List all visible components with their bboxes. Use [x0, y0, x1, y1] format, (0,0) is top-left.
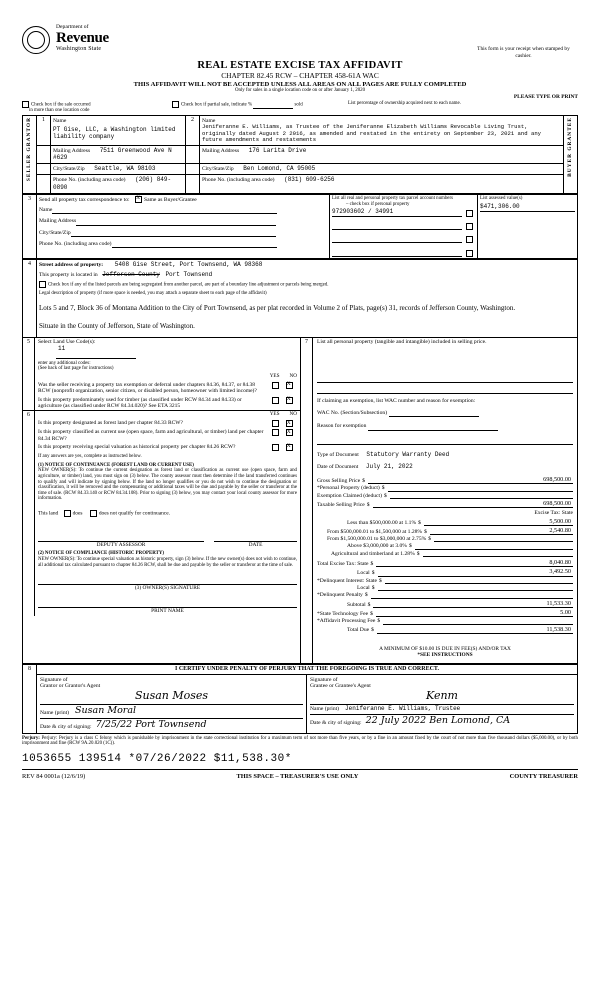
- deputy-date-label: DATE: [214, 541, 297, 548]
- corr-phone-label: Phone No. (including area code): [39, 240, 112, 247]
- assessed-value: $471,306.00: [480, 204, 575, 212]
- rate-label: From $500,000.01 to $1,500,000 at 1.28%: [327, 528, 423, 535]
- grantee-signature-block[interactable]: [307, 674, 577, 733]
- seller-mailing-cell[interactable]: [51, 145, 186, 164]
- money-row[interactable]: Exemption Claimed (deduct) $: [317, 493, 573, 499]
- exemption-label: If claiming an exemption, list WAC number and reason for exemption:: [317, 397, 476, 404]
- legal-description: Lots 5 and 7, Block 36 of Montana Addition to the City of Port Townsend, as per plat recorded in Volume 2 of Plats, page(s) 31, records of Jefferson County, Washington.: [39, 304, 516, 313]
- spacer-cell-6: [186, 175, 200, 194]
- parcel-personal-checkbox-3[interactable]: [466, 236, 473, 243]
- does-label: does: [72, 510, 83, 517]
- money-label: Gross Selling Price: [317, 478, 361, 484]
- buyer-row-number: 2: [186, 115, 200, 145]
- minimum-fee-note: A MINIMUM OF $10.00 IS DUE IN FEE(S) AND/OR TAX: [379, 645, 511, 652]
- total-value: 11,533.30: [373, 600, 573, 608]
- total-label: Total Excise Tax: State: [317, 561, 369, 568]
- seller-phone-cell[interactable]: [51, 175, 186, 194]
- section-5-q1[interactable]: Was the seller receiving a property tax exemption or deferral under chapters 84.36, 84.37, or 84.38 RCW (nonprofit organization, senior citizen, or disabled person, homeowner with limited income)? X: [38, 382, 297, 395]
- rate-rows: [317, 518, 573, 558]
- grantee-name-label: Name (print): [310, 706, 340, 713]
- total-value: [378, 590, 573, 591]
- owner-signature-label: (3) OWNER(S) SIGNATURE: [38, 584, 297, 591]
- money-value: [390, 498, 573, 499]
- does-not-label: does not qualify for continuance.: [98, 510, 170, 517]
- does-not-qualify-checkbox[interactable]: [90, 510, 97, 517]
- spacer-cell-3: [37, 164, 51, 175]
- assessed-value-label: List assessed value(s): [480, 196, 523, 202]
- money-label: Exemption Claimed (deduct): [317, 492, 382, 499]
- right-column: [300, 338, 578, 664]
- grantor-signature-block[interactable]: [37, 674, 307, 733]
- money-value: 698,500.00: [368, 476, 573, 484]
- rate-value: [434, 541, 573, 542]
- compliance-text: NEW OWNER(S): To continue special valuation as historic property, sign (3) below. If the new owner(s) does not wish to continue, all additional tax calculated pursuant to chapter 84.26 RCW, shall be due and payable by the seller or transferor at the time of sale.: [38, 556, 297, 568]
- wac-label: WAC No. (Section/Subsection): [317, 410, 388, 417]
- parties-table: [22, 115, 578, 194]
- land-use-title: Select Land Use Code(s):: [38, 339, 96, 346]
- form-notice: THIS AFFIDAVIT WILL NOT BE ACCEPTED UNLESS ALL AREAS ON ALL PAGES ARE FULLY COMPLETED: [133, 80, 467, 88]
- multi-location-checkbox[interactable]: [22, 101, 29, 108]
- total-row[interactable]: *State Technology Fee $ 5.00: [317, 608, 571, 617]
- left-column: [22, 338, 300, 664]
- this-land-label: This land: [38, 510, 59, 517]
- buyer-phone-value: (831) 609-6256: [284, 176, 335, 184]
- grantor-date-label: Date & city of signing:: [40, 724, 92, 731]
- multi-location-check[interactable]: Check box if the sale occurred in more than one location code: [22, 101, 172, 114]
- located-in-strikethrough: Jefferson County: [102, 271, 160, 279]
- print-name-label: PRINT NAME: [38, 607, 297, 614]
- parcel-personal-checkbox-2[interactable]: [466, 223, 473, 230]
- continuance-heading: (1) NOTICE OF CONTINUANCE (FOREST LAND OR CURRENT USE): [38, 462, 194, 468]
- see-instructions-note: *SEE INSTRUCTIONS: [417, 651, 473, 658]
- pct-ownership-note: List percentage of ownership acquired next to each name.: [348, 101, 461, 106]
- corr-city-row[interactable]: [39, 229, 327, 237]
- spacer-cell-4: [186, 164, 200, 175]
- rate-row[interactable]: Above $3,000,000 at 3.0% $: [317, 543, 573, 549]
- total-label: Subtotal: [347, 601, 366, 608]
- seller-name-cell[interactable]: [51, 115, 186, 145]
- section-7-cell: [313, 338, 577, 663]
- state-label: Washington State: [56, 45, 102, 52]
- buyer-mailing-cell[interactable]: [200, 145, 564, 164]
- segregation-checkbox[interactable]: [39, 281, 46, 288]
- money-row[interactable]: *Personal Property (deduct) $: [317, 485, 573, 491]
- print-note: PLEASE TYPE OR PRINT: [513, 93, 578, 100]
- sections-5-7-block: [22, 338, 578, 664]
- corr-mail-row[interactable]: [39, 217, 327, 225]
- section-6-q2[interactable]: Is this property classified as current use (open space, farm and agricultural, or timber) land per chapter 84.34 RCW? X: [38, 429, 297, 442]
- q1-no-checkbox[interactable]: [286, 382, 293, 389]
- total-row[interactable]: Total Excise Tax: State $ 8,040.80: [317, 559, 571, 568]
- grantee-date-label: Date & city of signing:: [310, 720, 362, 727]
- rate-label: Agricultural and timberland at 1.28%: [331, 550, 415, 557]
- segregation-note[interactable]: Check box if any of the listed parcels are being segregated from another parcel, are part of a boundary line adjustment or parcels being merged.: [39, 281, 575, 288]
- seller-city-value: Seattle, WA 98103: [94, 165, 156, 173]
- total-label: *State Technology Fee: [317, 610, 369, 617]
- located-in-label: This property is located in: [39, 272, 98, 279]
- reason-row[interactable]: [317, 422, 573, 430]
- certification-text: I CERTIFY UNDER PENALTY OF PERJURY THAT THE FOREGOING IS TRUE AND CORRECT.: [174, 666, 439, 673]
- money-row[interactable]: Taxable Selling Price $ 698,500.00: [317, 500, 571, 508]
- section-5-number: 5: [23, 338, 35, 411]
- parcel-cell[interactable]: [330, 195, 478, 259]
- total-value: [385, 583, 573, 584]
- partial-sale-checkbox[interactable]: [172, 101, 179, 108]
- money-value: 698,500.00: [373, 500, 573, 508]
- total-value: 3,492.50: [378, 568, 573, 576]
- rate-label: Above $3,000,000 at 3.0%: [347, 543, 407, 550]
- rate-value: 2,540.80: [430, 527, 573, 535]
- docdate-row[interactable]: [317, 463, 573, 471]
- docdate-label: Date of Document: [317, 464, 359, 471]
- seller-city-cell[interactable]: [51, 164, 186, 175]
- buyer-phone-cell[interactable]: [200, 175, 564, 194]
- total-label: Local: [357, 585, 370, 591]
- total-label: Total Due: [347, 627, 370, 634]
- total-label: *Delinquent Penalty: [317, 592, 363, 599]
- perjury-note: Perjury: Perjury: Perjury is a class C felony which is punishable by imprisonment in the state correctional institution for a maximum term of not more than five years, or by a fine in an amount fixed by the court of not more than five thousand dollars ($5,000.00), or by both imprisonment and fine (RCW 9A.20.020 (1C)).: [22, 735, 578, 747]
- rate-row[interactable]: Less than $500,000.00 at 1.1% $ 5,500.00: [347, 517, 571, 526]
- total-row[interactable]: *Delinquent Interest: State $: [317, 578, 573, 584]
- seller-side-label: SELLER GRANTOR: [23, 115, 37, 193]
- deputy-assessor-row[interactable]: [38, 541, 297, 548]
- spacer-cell-5: [37, 175, 51, 194]
- parcel-personal-checkbox-1[interactable]: [466, 210, 473, 217]
- grantee-signature: Kenm: [426, 688, 458, 702]
- doctype-label: Type of Document: [317, 451, 359, 458]
- buyer-side-label: BUYER GRANTEE: [564, 115, 578, 193]
- street-address-value: 5408 Gise Street, Port Townsend, WA 98368: [114, 260, 263, 268]
- seller-phone-value: (206) 849-0890: [53, 176, 172, 192]
- state-seal-icon: [22, 26, 50, 54]
- parcel-row-1[interactable]: [332, 209, 475, 217]
- revenue-wordmark: Revenue: [56, 29, 109, 46]
- section-6-q1[interactable]: Is this property designated as forest land per chapter 84.33 RCW? X: [38, 420, 297, 427]
- grantee-sig-label-1: Signature of: [310, 676, 338, 683]
- total-value: [383, 624, 573, 625]
- street-address-cell[interactable]: [37, 259, 578, 338]
- land-use-code: 11: [58, 344, 66, 352]
- situate-line: Situate in the County of Jefferson, State of Washington.: [39, 322, 195, 331]
- buyer-mailing-value: 176 Larita Drive: [248, 146, 307, 154]
- buyer-mailing-label: Mailing Address: [202, 147, 240, 154]
- no-header-6: NO: [289, 411, 297, 418]
- corr-city-label: City/State/Zip: [39, 229, 71, 236]
- grantor-name-label: Name (print): [40, 710, 70, 717]
- q6-2-yes-checkbox[interactable]: [272, 429, 279, 436]
- grantee-date-value: 22 July 2022 Ben Lomond, CA: [365, 714, 511, 726]
- form-rev-number: REV 84 0001a (12/6/19): [22, 772, 86, 780]
- footer-row: [22, 773, 578, 780]
- rate-value: 5,500.00: [424, 518, 573, 526]
- section-6-cell: [35, 411, 300, 615]
- qualify-row[interactable]: [38, 510, 297, 517]
- seller-name-label: Name: [53, 117, 67, 124]
- total-label: Local: [357, 570, 370, 577]
- yes-header-5: YES: [269, 373, 280, 380]
- excise-tax-state-header: Excise Tax: State: [534, 510, 573, 517]
- enter-codes-label: enter any additional codes:: [38, 360, 91, 366]
- land-use-cell[interactable]: [35, 338, 300, 411]
- docdate-value: July 21, 2022: [365, 463, 413, 471]
- seller-row-number: 1: [37, 115, 51, 145]
- parcel-header: List all real and personal property tax parcel account numbers – check box if personal property: [332, 196, 453, 207]
- section-6-number: 6: [23, 411, 35, 615]
- street-address-label: Street address of property:: [39, 261, 104, 268]
- receipt-stamp-note: This form is your receipt when stamped by cashier.: [477, 46, 570, 59]
- no-header-5: NO: [289, 373, 297, 380]
- partial-sale-check[interactable]: Check box if partial sale, indicate % sold: [172, 101, 348, 109]
- parcel-row-2[interactable]: [332, 222, 475, 230]
- q6-1-no-checkbox[interactable]: [286, 420, 293, 427]
- form-title: REAL ESTATE EXCISE TAX AFFIDAVIT: [197, 60, 403, 71]
- section-6-answers-note: If any answers are yes, complete as instructed below.: [38, 453, 142, 459]
- total-row[interactable]: Subtotal $ 11,533.30: [347, 599, 571, 608]
- spacer-cell-1: [37, 145, 51, 164]
- tax-correspondence-line: Send all property tax correspondence to: X Same as Buyer/Grantee: [39, 196, 327, 203]
- rate-row[interactable]: From $1,500,000.01 to $3,000,000 at 2.75% $: [317, 536, 573, 542]
- grantee-name-value: Jeniferanne E. Williams, Trustee: [345, 704, 461, 712]
- seller-phone-label: Phone No. (including area code): [53, 177, 126, 184]
- treasurer-stamp: 1053655 139514 *07/26/2022 $11,538.30*: [22, 752, 292, 765]
- rate-value: [415, 549, 573, 550]
- does-qualify-checkbox[interactable]: [64, 510, 71, 517]
- grantor-sig-label-2: Grantor or Grantor's Agent: [40, 683, 101, 690]
- doctype-value: Statutory Warranty Deed: [366, 450, 450, 458]
- form-chapter: CHAPTER 82.45 RCW – CHAPTER 458-61A WAC: [221, 71, 379, 81]
- money-value: [388, 491, 573, 492]
- section-7-number: 7: [301, 338, 313, 663]
- corr-phone-row[interactable]: [39, 240, 327, 248]
- grantee-name-row[interactable]: [310, 704, 574, 713]
- compliance-heading: (2) NOTICE OF COMPLIANCE (HISTORIC PROPERTY): [38, 551, 165, 557]
- grantee-sig-label-2: Grantee or Grantee's Agent: [310, 683, 371, 690]
- grantor-signature: Susan Moses: [134, 688, 209, 702]
- section-4-table: [22, 259, 578, 339]
- seller-city-label: City/State/Zip: [53, 166, 85, 173]
- section-8-table: [22, 664, 578, 734]
- parcel-row-3[interactable]: [332, 235, 475, 243]
- rate-row[interactable]: From $500,000.01 to $1,500,000 at 1.28% $ 2,540.80: [327, 526, 571, 535]
- money-row[interactable]: Gross Selling Price $ 698,500.00: [317, 476, 571, 484]
- parcel-row-4[interactable]: [332, 248, 475, 256]
- wac-row[interactable]: [317, 409, 573, 417]
- rate-label: From $1,500,000.01 to $3,000,000 at 2.75%: [327, 536, 427, 543]
- grantor-name-value: Susan Moral: [75, 704, 137, 716]
- spacer-cell-2: [186, 145, 200, 164]
- see-back-label: (See back of last page for instructions): [38, 366, 114, 372]
- grantor-date-value: 7/25/22 Port Townsend: [95, 718, 207, 730]
- section-6-q3[interactable]: Is this property receiving special valuation as historical property per chapter 84.26 RCW? X: [38, 444, 297, 451]
- seller-name-value: PT Gise, LLC, a Washington limited liability company: [53, 126, 176, 141]
- money-label: Taxable Selling Price: [317, 501, 365, 508]
- reason-label: Reason for exemption: [317, 423, 367, 430]
- total-value: 11,538.30: [377, 626, 573, 634]
- grantor-date-row[interactable]: [40, 718, 303, 731]
- grantor-sig-label-1: Signature of: [40, 676, 68, 683]
- total-label: *Affidavit Processing Fee: [317, 618, 376, 625]
- total-value: 5.00: [376, 609, 573, 617]
- money-rows: [317, 476, 573, 508]
- buyer-phone-label: Phone No. (including area code): [202, 177, 275, 184]
- total-label: *Delinquent Interest: State: [317, 577, 377, 584]
- rate-row[interactable]: Agricultural and timberland at 1.28% $: [317, 551, 573, 557]
- total-row[interactable]: Total Due $ 11,538.30: [347, 625, 571, 634]
- rate-label: Less than $500,000.00 at 1.1%: [347, 519, 417, 526]
- total-row[interactable]: *Delinquent Penalty $: [317, 592, 573, 598]
- corr-name-label: Name: [39, 207, 53, 214]
- top-check-row: [22, 101, 578, 114]
- seller-mailing-value: 7511 Greenwood Ave N #629: [53, 146, 172, 162]
- legal-desc-note: Legal description of property (if more space is needed, you may attach a separate sheet to each page of the affidavit): [39, 290, 267, 296]
- buyer-name-value: Jeniferanne E. Williams, as Trustee of the Jeniferanne Elizabeth Williams Revocable Living Trust, originally dated August 2 2016, as amended and restated in the entirety on September 23, 2021 and any future amendments and restatements: [202, 123, 542, 144]
- street-address-row: [39, 261, 575, 269]
- section-3-table: [22, 194, 578, 259]
- grantor-name-row[interactable]: [40, 704, 303, 717]
- deputy-assessor-label: DEPUTY ASSESSOR: [38, 541, 204, 548]
- continuance-text: NEW OWNER(S): To continue the current designation as forest land or classification as current use (open space, farm and agriculture, or timber) land, you must sign on (3) below. The county assessor must then determine if the land transferred continues to qualify and will indicate by signing below. If the land no longer qualifies or you do not wish to continue the designation or classification, it will be removed and the compensating or additional taxes will be due and payable by the seller or transferor at the time of sale. (RCW 84.33.140 or RCW 84.34.108). Prior to signing (3) below, you may contact your local county assessor for more information.: [38, 468, 297, 502]
- q6-1-yes-checkbox[interactable]: [272, 420, 279, 427]
- total-value: [371, 598, 573, 599]
- q2-no-checkbox[interactable]: [286, 397, 293, 404]
- total-row[interactable]: Local $: [317, 585, 573, 591]
- buyer-city-label: City/State/Zip: [202, 166, 234, 173]
- section-3-number: 3: [23, 195, 37, 259]
- treasurer-space-label: THIS SPACE – TREASURER'S USE ONLY: [236, 772, 359, 780]
- buyer-city-value: Ben Lomond, CA 95005: [243, 165, 316, 173]
- money-label: *Personal Property (deduct): [317, 485, 380, 492]
- county-treasurer-label: COUNTY TREASURER: [509, 772, 578, 780]
- total-value: 8,040.80: [376, 559, 573, 567]
- corr-name-row[interactable]: [39, 206, 327, 214]
- seller-mailing-label: Mailing Address: [53, 147, 91, 154]
- q2-yes-checkbox[interactable]: [272, 397, 279, 404]
- q6-2-no-checkbox[interactable]: [286, 429, 293, 436]
- doctype-row[interactable]: [317, 451, 573, 459]
- located-in-value: Port Townsend: [165, 271, 213, 279]
- buyer-name-cell[interactable]: [200, 115, 564, 145]
- same-as-buyer-checkbox[interactable]: [135, 196, 142, 203]
- q6-3-no-checkbox[interactable]: [286, 444, 293, 451]
- form-notice-2: Only for sales in a single location code on or after January 1, 2020: [234, 88, 366, 94]
- corr-mail-label: Mailing Address: [39, 218, 77, 225]
- tax-correspondence-cell[interactable]: [37, 195, 330, 259]
- department-label: Department of: [56, 24, 89, 30]
- rate-value: [423, 556, 573, 557]
- parcel-personal-checkbox-4[interactable]: [466, 250, 473, 257]
- certification-cell: [37, 665, 578, 734]
- buyer-city-cell[interactable]: [200, 164, 564, 175]
- section-4-number: 4: [23, 259, 37, 338]
- buyer-name-label: Name: [202, 117, 216, 124]
- total-rows: [317, 559, 573, 633]
- q6-3-yes-checkbox[interactable]: [272, 444, 279, 451]
- total-row[interactable]: Local $ 3,492.50: [357, 568, 571, 577]
- q1-yes-checkbox[interactable]: [272, 382, 279, 389]
- parcel-value: 972903602 / 34991: [332, 209, 462, 217]
- yes-header-6: YES: [269, 411, 280, 418]
- assessed-value-cell[interactable]: [478, 195, 578, 259]
- total-row[interactable]: *Affidavit Processing Fee $: [317, 618, 573, 624]
- section-8-number: 8: [23, 665, 37, 734]
- grantee-date-row[interactable]: [310, 714, 574, 727]
- section-5-q2[interactable]: Is this property predominately used for timber (as classified under RCW 84.34 and 84.33) or agriculture (as classified under RCW 84.34.020)? See ETA 3215 X: [38, 397, 297, 410]
- personal-property-label: List all personal property (tangible and intangible) included in selling price.: [317, 339, 487, 346]
- located-in-row: [39, 271, 575, 279]
